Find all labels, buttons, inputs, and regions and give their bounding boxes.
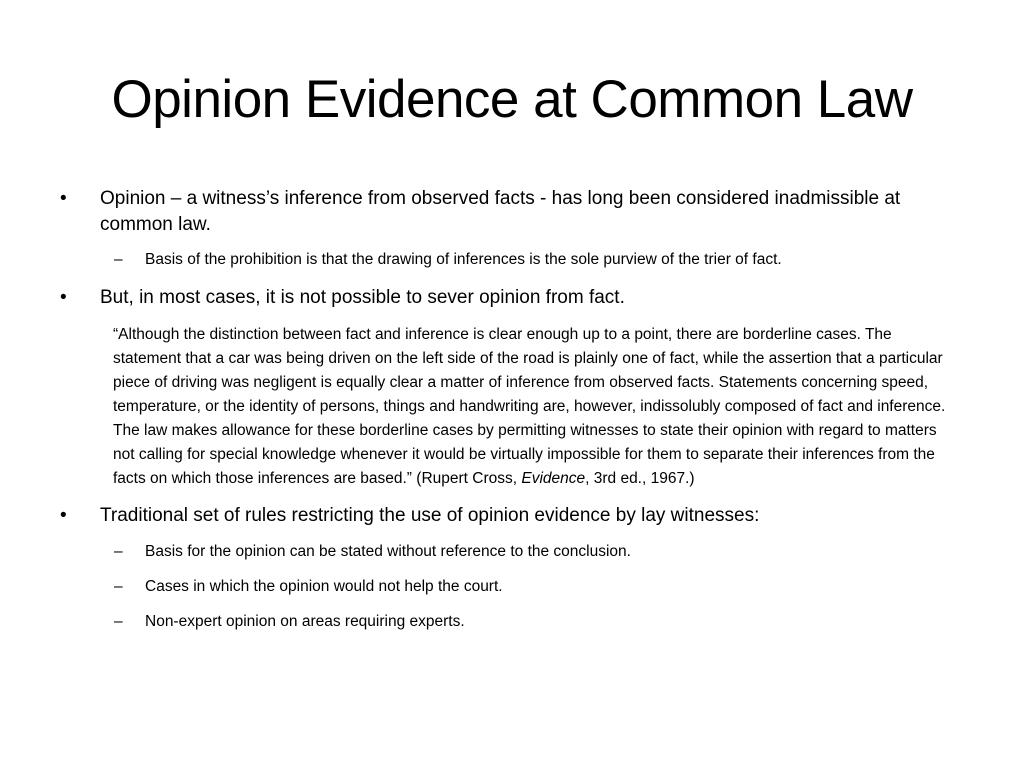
dash-icon: –	[114, 613, 123, 630]
bullet-text: Traditional set of rules restricting the use of opinion evidence by lay witnesses:	[100, 505, 760, 526]
dash-icon: –	[114, 543, 123, 560]
bullet-text: But, in most cases, it is not possible to sever opinion from fact.	[100, 287, 625, 308]
quote-citation-title: Evidence	[521, 470, 586, 487]
bullet-icon: •	[60, 287, 67, 308]
block-quote	[60, 323, 970, 491]
sub-bullet-item	[60, 249, 970, 271]
sub-bullet-text: Non-expert opinion on areas requiring experts.	[145, 613, 465, 630]
sub-bullet-item	[60, 576, 970, 598]
bullet-item	[60, 503, 970, 529]
quote-text: “Although the distinction between fact and inference is clear enough up to a point, there are borderline cases. The statement that a car was being driven on the left side of the road is plainly one of fact, while the assertion that a particular piece of driving was negligent is equally clear a matter of inference from observed facts. Statements concerning speed, temperature, or the identity of persons, things and handwriting are, however, indissolubly composed of fact and inference. The law makes allowance for these borderline cases by permitting witnesses to state their opinion with regard to matters not calling for special knowledge whenever it would be virtually impossible for them to separate their inferences from the facts on which those inferences are based.” (Rupert Cross,	[113, 326, 946, 487]
bullet-icon: •	[60, 505, 67, 526]
sub-bullet-item	[60, 611, 970, 633]
bullet-item	[60, 186, 970, 238]
bullet-icon: •	[60, 188, 67, 209]
bullet-text: Opinion – a witness’s inference from observed facts - has long been considered inadmissible at common law.	[100, 188, 901, 235]
dash-icon: –	[114, 578, 123, 595]
sub-bullet-text: Cases in which the opinion would not help the court.	[145, 578, 503, 595]
bullet-item	[60, 285, 970, 311]
sub-bullet-text: Basis for the opinion can be stated without reference to the conclusion.	[145, 543, 631, 560]
quote-citation-tail: , 3rd ed., 1967.)	[585, 470, 695, 487]
sub-bullet-text: Basis of the prohibition is that the drawing of inferences is the sole purview of the trier of fact.	[145, 251, 782, 268]
dash-icon: –	[114, 251, 123, 268]
slide-body	[60, 186, 970, 633]
sub-bullet-item	[60, 541, 970, 563]
slide-title: Opinion Evidence at Common Law	[111, 70, 913, 129]
